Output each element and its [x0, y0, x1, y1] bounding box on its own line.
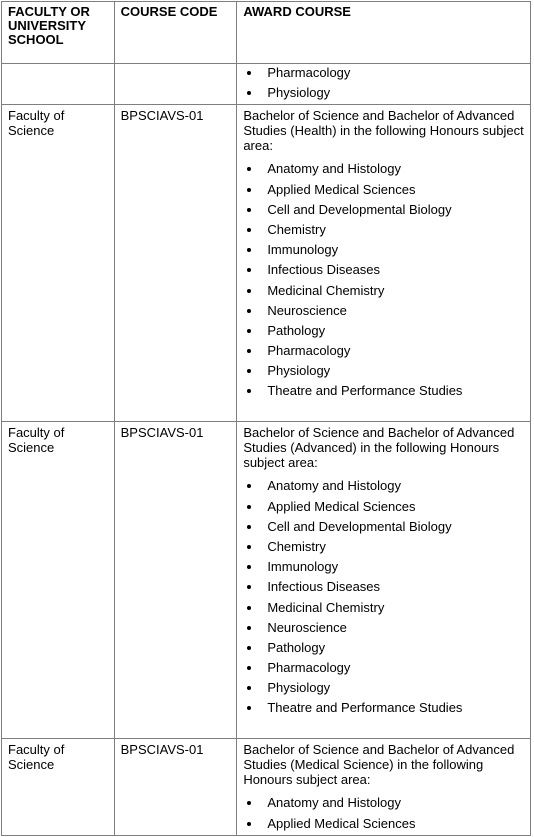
- bullet-icon: [247, 167, 251, 171]
- bullet-icon: [247, 505, 251, 509]
- table-row: [2, 64, 531, 105]
- award-cell: [237, 422, 531, 739]
- code-cell: BPSCIAVS-01: [114, 422, 237, 739]
- list-item: Cell and Developmental Biology: [237, 201, 530, 221]
- bullet-icon: [247, 389, 251, 393]
- bullet-icon: [247, 822, 251, 826]
- subject-list: [237, 64, 530, 104]
- list-item: Cell and Developmental Biology: [237, 518, 530, 538]
- bullet-icon: [247, 369, 251, 373]
- list-item: Chemistry: [237, 221, 530, 241]
- course-table: [1, 1, 531, 836]
- list-item: Infectious Diseases: [237, 578, 530, 598]
- list-item: Pharmacology: [237, 342, 530, 362]
- bullet-icon: [247, 71, 251, 75]
- table-row: [2, 739, 531, 835]
- list-item: Physiology: [237, 84, 530, 104]
- list-item: Immunology: [237, 558, 530, 578]
- table-row: [2, 105, 531, 422]
- list-item: Anatomy and Histology: [237, 477, 530, 497]
- bullet-icon: [247, 349, 251, 353]
- bullet-icon: [247, 666, 251, 670]
- award-description: Bachelor of Science and Bachelor of Advanced Studies (Medical Science) in the following Honours subject area:: [243, 742, 515, 788]
- award-cell: [237, 105, 531, 422]
- bullet-icon: [247, 329, 251, 333]
- code-cell: BPSCIAVS-01: [114, 105, 237, 422]
- bullet-icon: [247, 248, 251, 252]
- award-description: Bachelor of Science and Bachelor of Advanced Studies (Advanced) in the following Honours subject area:: [243, 425, 515, 471]
- list-item: Theatre and Performance Studies: [237, 699, 530, 719]
- bullet-icon: [247, 606, 251, 610]
- header-award-course: AWARD COURSE: [237, 2, 531, 64]
- bullet-icon: [247, 289, 251, 293]
- award-cell: [237, 64, 531, 105]
- subject-list: [237, 794, 530, 834]
- code-cell: [114, 64, 237, 105]
- list-item: Immunology: [237, 241, 530, 261]
- header-faculty: FACULTY OR UNIVERSITY SCHOOL: [2, 2, 115, 64]
- list-item: Infectious Diseases: [237, 261, 530, 281]
- bullet-icon: [247, 686, 251, 690]
- list-item: Chemistry: [237, 538, 530, 558]
- list-item: Pathology: [237, 639, 530, 659]
- bullet-icon: [247, 706, 251, 710]
- list-item: Medicinal Chemistry: [237, 282, 530, 302]
- list-item: Neuroscience: [237, 302, 530, 322]
- bullet-icon: [247, 646, 251, 650]
- bullet-icon: [247, 208, 251, 212]
- award-description: Bachelor of Science and Bachelor of Advanced Studies (Health) in the following Honours subject area:: [243, 108, 524, 154]
- bullet-icon: [247, 484, 251, 488]
- code-cell: BPSCIAVS-01: [114, 739, 237, 835]
- bullet-icon: [247, 585, 251, 589]
- list-item: Applied Medical Sciences: [237, 181, 530, 201]
- bullet-icon: [247, 565, 251, 569]
- list-item: Physiology: [237, 362, 530, 382]
- list-item: Theatre and Performance Studies: [237, 382, 530, 402]
- header-course-code: COURSE CODE: [114, 2, 237, 64]
- list-item: Pharmacology: [237, 659, 530, 679]
- bullet-icon: [247, 525, 251, 529]
- bullet-icon: [247, 228, 251, 232]
- list-item: Anatomy and Histology: [237, 794, 530, 814]
- faculty-cell: Faculty of Science: [2, 422, 115, 739]
- list-item: Anatomy and Histology: [237, 160, 530, 180]
- faculty-cell: [2, 64, 115, 105]
- list-item: Physiology: [237, 679, 530, 699]
- list-item: Applied Medical Sciences: [237, 498, 530, 518]
- bullet-icon: [247, 545, 251, 549]
- list-item: Pharmacology: [237, 64, 530, 84]
- faculty-cell: Faculty of Science: [2, 105, 115, 422]
- bullet-icon: [247, 626, 251, 630]
- table-row: [2, 422, 531, 739]
- list-item: Applied Medical Sciences: [237, 815, 530, 835]
- bullet-icon: [247, 268, 251, 272]
- bullet-icon: [247, 801, 251, 805]
- faculty-cell: Faculty of Science: [2, 739, 115, 835]
- award-cell: [237, 739, 531, 835]
- subject-list: [237, 160, 530, 402]
- bullet-icon: [247, 188, 251, 192]
- bullet-icon: [247, 91, 251, 95]
- header-row: [2, 2, 531, 64]
- subject-list: [237, 477, 530, 719]
- list-item: Medicinal Chemistry: [237, 599, 530, 619]
- bullet-icon: [247, 309, 251, 313]
- list-item: Neuroscience: [237, 619, 530, 639]
- list-item: Pathology: [237, 322, 530, 342]
